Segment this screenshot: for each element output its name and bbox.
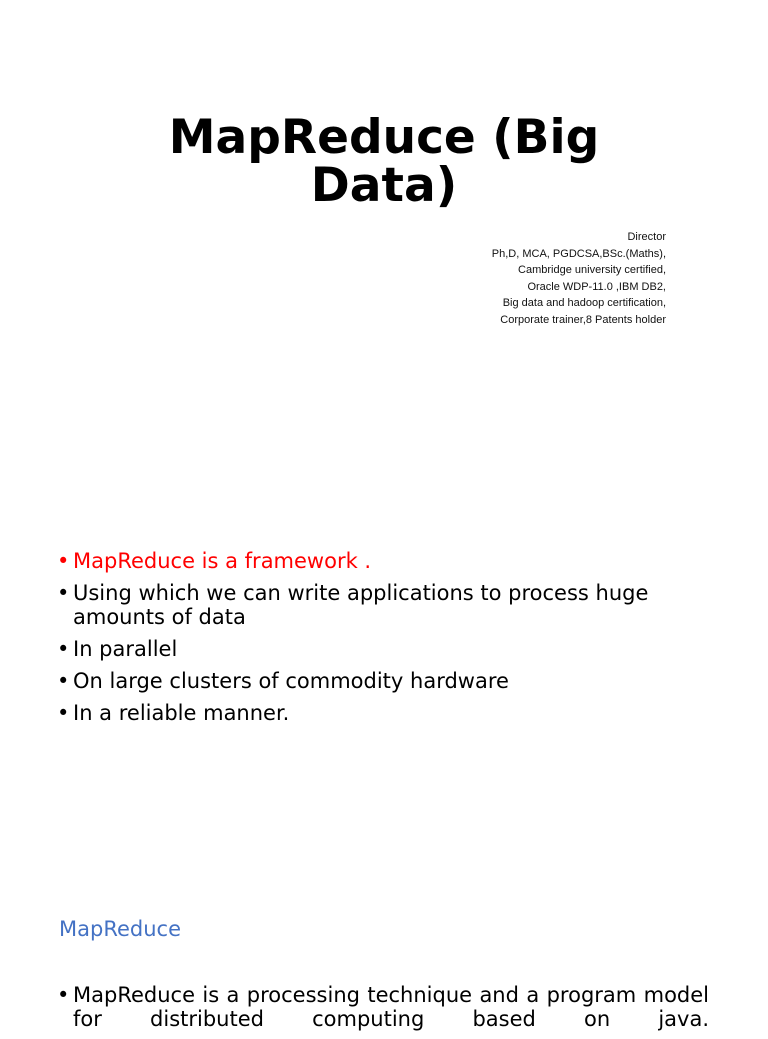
credential-line: Ph,D, MCA, PGDCSA,BSc.(Maths), xyxy=(491,247,666,260)
credential-line: Cambridge university certified, xyxy=(518,264,666,276)
credential-line: Director xyxy=(627,231,666,243)
section-bullet-list xyxy=(57,983,709,1039)
credential-line: Corporate trainer,8 Patents holder xyxy=(500,313,666,326)
slide-title xyxy=(0,110,768,213)
credential-line: Big data and hadoop certification, xyxy=(502,297,666,309)
bullet-item-processing-technique: • MapReduce is a processing technique and a program model for distributed computing based on java. xyxy=(57,983,709,1031)
slide-title-line-1: MapReduce (Big xyxy=(168,110,600,165)
bullet-item-applications: • Using which we can write applications to process huge amounts of data xyxy=(57,581,717,629)
bullet-item-reliable: • In a reliable manner. xyxy=(57,701,717,725)
intro-bullet-list xyxy=(57,549,717,733)
author-credentials xyxy=(492,229,666,328)
bullet-item-parallel: • In parallel xyxy=(57,637,717,661)
slide-title-line-2: Data) xyxy=(310,158,458,213)
section-heading: MapReduce xyxy=(59,917,181,941)
bullet-item-framework: • MapReduce is a framework . xyxy=(57,549,717,573)
bullet-item-clusters: • On large clusters of commodity hardware xyxy=(57,669,717,693)
credential-line: Oracle WDP-11.0 ,IBM DB2, xyxy=(527,280,666,293)
